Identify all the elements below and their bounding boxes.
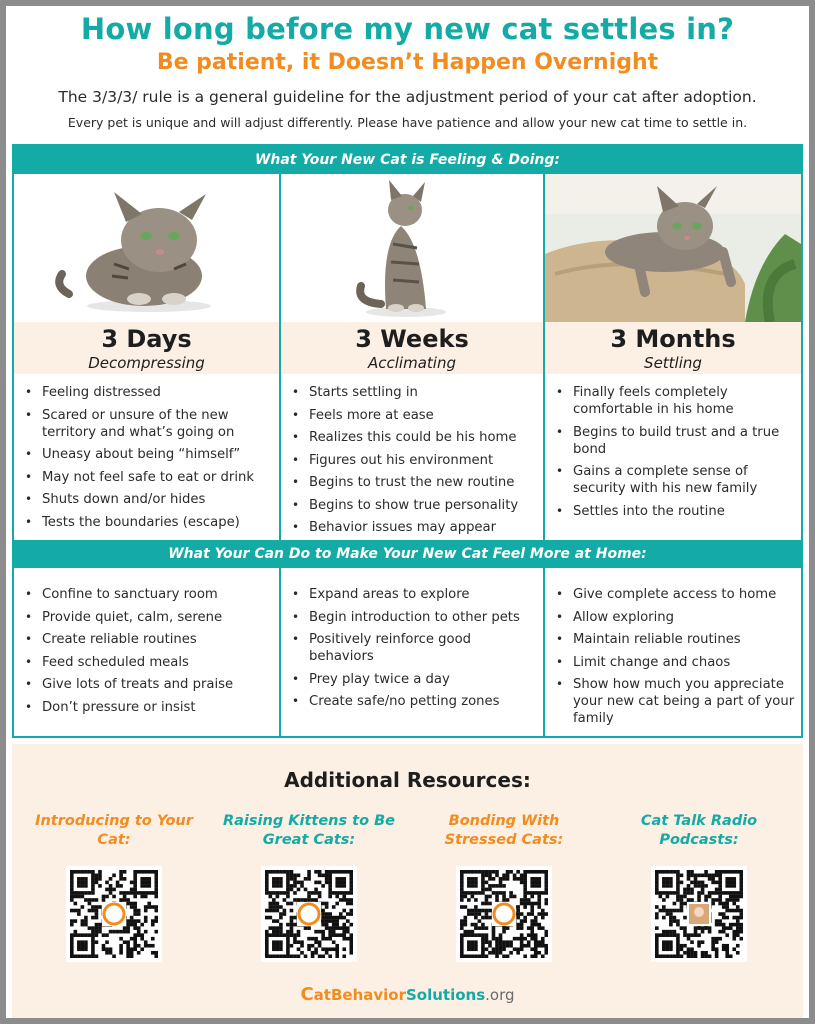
todo-band: What Your Can Do to Make Your New Cat Feel More at Home:	[14, 540, 801, 568]
list-item: • Begins to show true personality	[287, 497, 539, 514]
logo-solutions: Solutions	[406, 986, 486, 1004]
resource-podcasts[interactable]	[609, 812, 789, 962]
period-label: 3 Months	[610, 325, 736, 353]
phase-label: Acclimating	[368, 354, 456, 372]
cat-photo-3-months	[545, 174, 801, 322]
intro-line-2: Every pet is unique and will adjust differently. Please have patience and allow your new cat time to settle in.	[67, 115, 748, 130]
list-item: • Create reliable routines	[20, 631, 275, 648]
page-title: How long before my new cat settles in?	[80, 12, 735, 46]
list-item: • Uneasy about being “himself”	[20, 446, 275, 463]
intro-line-1: The 3/3/3/ rule is a general guideline for the adjustment period of your cat after adoption.	[58, 88, 757, 106]
list-item: • Feed scheduled meals	[20, 654, 275, 671]
resource-label: Raising Kittens to Be Great Cats:	[222, 813, 395, 848]
cat-photo-3-days	[14, 174, 279, 322]
cat-photo-3-weeks	[281, 174, 543, 322]
list-item: • Begin introduction to other pets	[287, 609, 539, 626]
column-header-3-months	[545, 322, 801, 374]
list-item: • May not feel safe to eat or drink	[20, 469, 275, 486]
list-item: • Begins to trust the new routine	[287, 474, 539, 491]
resource-bonding[interactable]	[414, 812, 594, 962]
adjustment-grid	[12, 144, 803, 738]
qr-code-icon[interactable]	[261, 866, 357, 962]
list-item: • Give complete access to home	[551, 586, 799, 603]
period-label: 3 Weeks	[355, 325, 469, 353]
list-item: • Begins to build trust and a true bond	[551, 424, 799, 458]
list-item: • Starts settling in	[287, 384, 539, 401]
list-item: • Allow exploring	[551, 609, 799, 626]
feeling-list-3-weeks	[287, 384, 539, 542]
todo-list-3-days	[20, 586, 275, 721]
list-item: • Realizes this could be his home	[287, 429, 539, 446]
todo-list-3-weeks	[287, 586, 539, 716]
feeling-list-3-days	[20, 384, 275, 536]
list-item: • Confine to sanctuary room	[20, 586, 275, 603]
list-item: • Limit change and chaos	[551, 654, 799, 671]
column-divider	[279, 568, 281, 736]
feeling-list-3-months	[551, 384, 799, 525]
resources-section	[12, 744, 803, 1024]
list-item: • Don’t pressure or insist	[20, 699, 275, 716]
list-item: • Gains a complete sense of security with his new family	[551, 463, 799, 497]
list-item: • Give lots of treats and praise	[20, 676, 275, 693]
column-header-3-days	[14, 322, 279, 374]
list-item: • Provide quiet, calm, serene	[20, 609, 275, 626]
list-item: • Tests the boundaries (escape)	[20, 514, 275, 531]
logo-org: .org	[485, 986, 515, 1004]
todo-list-3-months	[551, 586, 799, 733]
column-header-3-weeks	[281, 322, 543, 374]
resource-label: Introducing to Your Cat:	[35, 813, 193, 848]
column-divider	[279, 174, 281, 540]
list-item: • Finally feels completely comfortable in his home	[551, 384, 799, 418]
qr-code-icon[interactable]	[456, 866, 552, 962]
column-divider	[543, 568, 545, 736]
logo-at: at	[313, 986, 331, 1004]
list-item: • Scared or unsure of the new territory and what’s going on	[20, 407, 275, 441]
list-item: • Shuts down and/or hides	[20, 491, 275, 508]
resource-introducing[interactable]	[24, 812, 204, 962]
column-divider	[543, 174, 545, 540]
resource-label: Cat Talk Radio Podcasts:	[640, 813, 758, 848]
logo-behavior: Behavior	[330, 986, 406, 1004]
list-item: • Maintain reliable routines	[551, 631, 799, 648]
page-subtitle: Be patient, it Doesn’t Happen Overnight	[156, 50, 659, 75]
list-item: • Figures out his environment	[287, 452, 539, 469]
resource-raising-kittens[interactable]	[219, 812, 399, 962]
cat-behavior-solutions-logo[interactable]	[12, 984, 803, 1005]
list-item: • Positively reinforce good behaviors	[287, 631, 539, 665]
qr-code-icon[interactable]	[651, 866, 747, 962]
list-item: • Behavior issues may appear	[287, 519, 539, 536]
resource-label: Bonding With Stressed Cats:	[444, 813, 564, 848]
list-item: • Create safe/no petting zones	[287, 693, 539, 710]
feeling-band: What Your New Cat is Feeling & Doing:	[14, 146, 801, 174]
logo-cat-icon: C	[300, 984, 314, 1005]
phase-label: Decompressing	[88, 354, 205, 372]
list-item: • Expand areas to explore	[287, 586, 539, 603]
list-item: • Feels more at ease	[287, 407, 539, 424]
phase-label: Settling	[644, 354, 702, 372]
period-label: 3 Days	[101, 325, 192, 353]
resources-title: Additional Resources:	[284, 768, 531, 792]
list-item: • Feeling distressed	[20, 384, 275, 401]
list-item: • Settles into the routine	[551, 503, 799, 520]
qr-code-icon[interactable]	[66, 866, 162, 962]
list-item: • Prey play twice a day	[287, 671, 539, 688]
list-item: • Show how much you appreciate your new cat being a part of your family	[551, 676, 799, 727]
